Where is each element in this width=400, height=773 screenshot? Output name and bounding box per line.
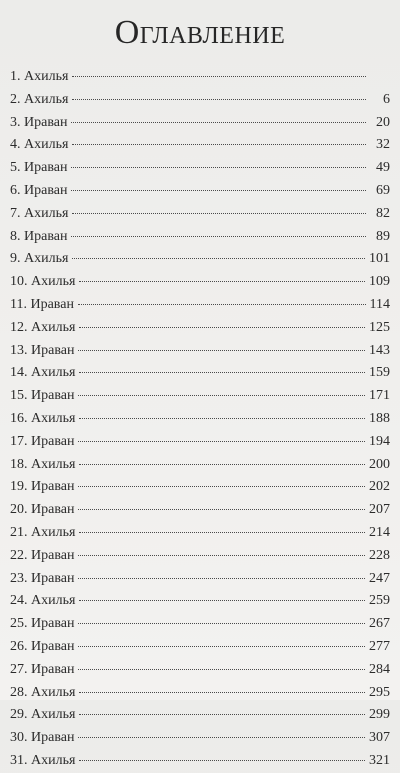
toc-entry — [10, 134, 390, 157]
toc-entry-label: 14. Ахилья — [10, 365, 76, 381]
toc-entry — [10, 476, 390, 499]
toc-entry-page: 202 — [369, 479, 390, 495]
dot-leader — [79, 327, 365, 328]
dot-leader — [78, 350, 365, 351]
toc-entry-page: 299 — [369, 707, 390, 723]
toc-entry-label: 6. Ираван — [10, 182, 68, 198]
toc-entry — [10, 340, 390, 363]
toc-entry — [10, 271, 390, 294]
toc-entry-label: 13. Ираван — [10, 342, 75, 358]
toc-entry-page: 307 — [369, 730, 390, 746]
toc-entry-page: 114 — [369, 296, 390, 312]
toc-entry-page: 49 — [376, 160, 390, 176]
dot-leader — [79, 281, 365, 282]
dot-leader — [71, 167, 366, 168]
toc-entry-page: 200 — [369, 456, 390, 472]
toc-entry — [10, 203, 390, 226]
toc-entry-label: 31. Ахилья — [10, 752, 76, 768]
dot-leader — [79, 600, 365, 601]
toc-entry-page: 267 — [369, 616, 390, 632]
toc-entry-label: 11. Ираван — [10, 296, 74, 312]
toc-entry — [10, 226, 390, 249]
toc-entry-page: 101 — [369, 251, 390, 267]
toc-entry-label: 9. Ахилья — [10, 251, 69, 267]
toc-entry-label: 20. Ираван — [10, 502, 75, 518]
toc-entry — [10, 499, 390, 522]
dot-leader — [72, 258, 365, 259]
toc-entry — [10, 682, 390, 705]
dot-leader — [79, 464, 365, 465]
toc-entry-page: 125 — [369, 319, 390, 335]
toc-entry-label: 25. Ираван — [10, 616, 75, 632]
toc-entry — [10, 66, 390, 89]
toc-entry-label: 30. Ираван — [10, 730, 75, 746]
toc-entry — [10, 112, 390, 135]
toc-entry — [10, 294, 390, 317]
dot-leader — [78, 555, 365, 556]
dot-leader — [78, 509, 365, 510]
toc-entry-page: 194 — [369, 433, 390, 449]
toc-entry-label: 29. Ахилья — [10, 707, 76, 723]
toc-entry-page: 295 — [369, 684, 390, 700]
toc-entry-label: 10. Ахилья — [10, 274, 76, 290]
table-of-contents — [10, 66, 390, 773]
dot-leader — [78, 646, 365, 647]
toc-entry — [10, 568, 390, 591]
dot-leader — [79, 760, 365, 761]
toc-entry-label: 1. Ахилья — [10, 69, 69, 84]
dot-leader — [71, 190, 366, 191]
toc-entry — [10, 362, 390, 385]
toc-entry-label: 16. Ахилья — [10, 410, 76, 426]
toc-entry — [10, 385, 390, 408]
dot-leader — [78, 669, 365, 670]
dot-leader — [78, 623, 365, 624]
dot-leader — [79, 692, 365, 693]
toc-entry-page: 82 — [376, 205, 390, 221]
dot-leader — [79, 532, 365, 533]
dot-leader — [78, 395, 365, 396]
toc-entry-label: 19. Ираван — [10, 479, 75, 495]
toc-entry-label: 28. Ахилья — [10, 684, 76, 700]
toc-entry-page: 321 — [369, 752, 390, 768]
dot-leader — [78, 737, 365, 738]
dot-leader — [79, 372, 365, 373]
dot-leader — [78, 486, 365, 487]
toc-entry — [10, 613, 390, 636]
toc-entry-page: 188 — [369, 410, 390, 426]
toc-entry — [10, 636, 390, 659]
toc-entry-label: 17. Ираван — [10, 433, 75, 449]
toc-entry-page: 20 — [376, 114, 390, 130]
dot-leader — [78, 578, 365, 579]
toc-entry-page: 171 — [369, 388, 390, 404]
page-title: Оглавление — [114, 14, 286, 51]
dot-leader — [79, 714, 365, 715]
toc-entry-page: 259 — [369, 593, 390, 609]
toc-entry-page: 69 — [376, 182, 390, 198]
toc-entry — [10, 727, 390, 750]
toc-entry — [10, 704, 390, 727]
toc-entry — [10, 659, 390, 682]
toc-entry — [10, 750, 390, 773]
toc-entry-page: 214 — [369, 524, 390, 540]
dot-leader — [72, 213, 366, 214]
toc-entry-page: 207 — [369, 502, 390, 518]
toc-entry — [10, 454, 390, 477]
toc-entry-page: 228 — [369, 547, 390, 563]
toc-entry-label: 3. Ираван — [10, 114, 68, 130]
toc-entry — [10, 431, 390, 454]
toc-entry — [10, 89, 390, 112]
dot-leader — [72, 76, 366, 77]
toc-entry — [10, 317, 390, 340]
toc-entry — [10, 590, 390, 613]
toc-entry — [10, 522, 390, 545]
toc-entry-label: 12. Ахилья — [10, 319, 76, 335]
toc-entry-label: 27. Ираван — [10, 661, 75, 677]
dot-leader — [72, 99, 366, 100]
toc-entry-label: 21. Ахилья — [10, 524, 76, 540]
toc-entry-label: 26. Ираван — [10, 638, 75, 654]
toc-entry-page: 109 — [369, 274, 390, 290]
toc-entry-label: 2. Ахилья — [10, 91, 69, 107]
toc-entry-page: 247 — [369, 570, 390, 586]
dot-leader — [71, 122, 366, 123]
toc-entry-page: 32 — [376, 137, 390, 153]
toc-entry-label: 22. Ираван — [10, 547, 75, 563]
toc-entry-label: 8. Ираван — [10, 228, 68, 244]
toc-entry-label: 23. Ираван — [10, 570, 75, 586]
toc-entry-page: 89 — [376, 228, 390, 244]
toc-entry-page: 159 — [369, 365, 390, 381]
toc-entry — [10, 408, 390, 431]
dot-leader — [78, 441, 365, 442]
toc-entry-label: 18. Ахилья — [10, 456, 76, 472]
dot-leader — [71, 236, 366, 237]
toc-entry — [10, 157, 390, 180]
toc-entry — [10, 180, 390, 203]
toc-entry-page: 277 — [369, 638, 390, 654]
toc-entry-label: 24. Ахилья — [10, 593, 76, 609]
toc-entry-label: 7. Ахилья — [10, 205, 69, 221]
dot-leader — [79, 418, 365, 419]
toc-entry-page: 6 — [383, 91, 390, 107]
toc-entry-label: 15. Ираван — [10, 388, 75, 404]
dot-leader — [78, 304, 366, 305]
toc-entry-page: 284 — [369, 661, 390, 677]
dot-leader — [72, 144, 366, 145]
toc-entry-label: 4. Ахилья — [10, 137, 69, 153]
toc-entry-page: 143 — [369, 342, 390, 358]
toc-entry-label: 5. Ираван — [10, 160, 68, 176]
toc-entry — [10, 248, 390, 271]
toc-entry — [10, 545, 390, 568]
